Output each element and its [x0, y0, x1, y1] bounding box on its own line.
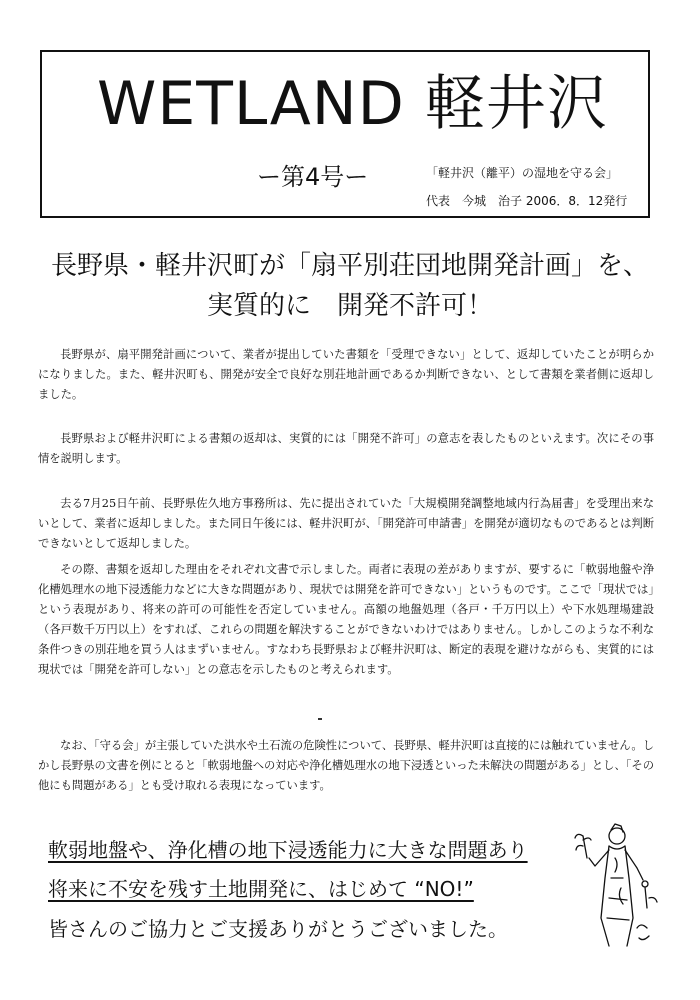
issue-number: ー第4号ー: [257, 163, 369, 191]
headline-line-1: 長野県・軽井沢町が「扇平別荘団地開発計画」を、: [50, 251, 649, 281]
stray-mark: [318, 718, 322, 720]
body-paragraph-1: 長野県が、扇平開発計画について、業者が提出していた書類を「受理できない」として、返却していたことが明らかになりました。また、軽井沢町も、開発が安全で良好な別荘地計画であるか判断できない、として書類を業者側に返却しました。: [38, 348, 654, 401]
body-paragraph-4: その際、書類を返却した理由をそれぞれ文書で示しました。両者に表現の差がありますが、要するに「軟弱地盤や浄化槽処理水の地下浸透能力などに大きな問題があり、現状では開発を許可できない」というものです。ここで「現状では」という表現があり、将来の許可の可能性を否定していません。高額の地盤処理（各戸・千万円以上）や下水処理場建設（各戸数千万円以上）をすれば、これらの問題を解決することができないわけではありません。しかしこのような不利な条件つきの別荘地を買う人はまずいません。すなわち長野県および軽井沢町は、断定的表現を避けながらも、実質的には現状では「開発を許可しない」との意志を示したものと考えられます。: [38, 563, 654, 676]
slogan-line-2: 将来に不安を残す土地開発に、はじめて “NO!”: [48, 877, 474, 901]
body-paragraph-3: 去る7月25日午前、長野県佐久地方事務所は、先に提出されていた「大規模開発調整地域内行為届書」を受理出来ないとして、業者に返却しました。また同日午後には、軽井沢町が、「開発許可申請書」を開発が適切なものであるとは判断できないとして返却しました。: [38, 497, 654, 550]
slogan-line-3: 皆さんのご協力とご支援ありがとうございました。: [48, 917, 508, 941]
newsletter-title: WETLAND 軽井沢: [97, 69, 608, 139]
organization-name: 「軽井沢（離平）の湿地を守る会」: [426, 166, 619, 180]
body-paragraph-5: なお、「守る会」が主張していた洪水や土石流の危険性について、長野県、軽井沢町は直接的には触れていません。しかし長野県の文書を例にとると「軟弱地盤への対応や浄化槽処理水の地下浸透といった未解決の問題がある」とし、「その他にも問題がある」とも受け取れる表現になっています。: [38, 739, 654, 792]
masthead-box: [40, 50, 650, 218]
slogan-line-1: 軟弱地盤や、浄化槽の地下浸透能力に大きな問題あり: [48, 838, 528, 862]
body-paragraph-2: 長野県および軽井沢町による書類の返却は、実質的には「開発不許可」の意志を表したものといえます。次にその事情を説明します。: [38, 432, 654, 465]
headline-line-2: 実質的に 開発不許可！: [206, 291, 493, 321]
representative-and-date: 代表 今城 治子 2006．8．12発行: [426, 194, 628, 208]
figure-illustration-icon: [565, 818, 665, 948]
